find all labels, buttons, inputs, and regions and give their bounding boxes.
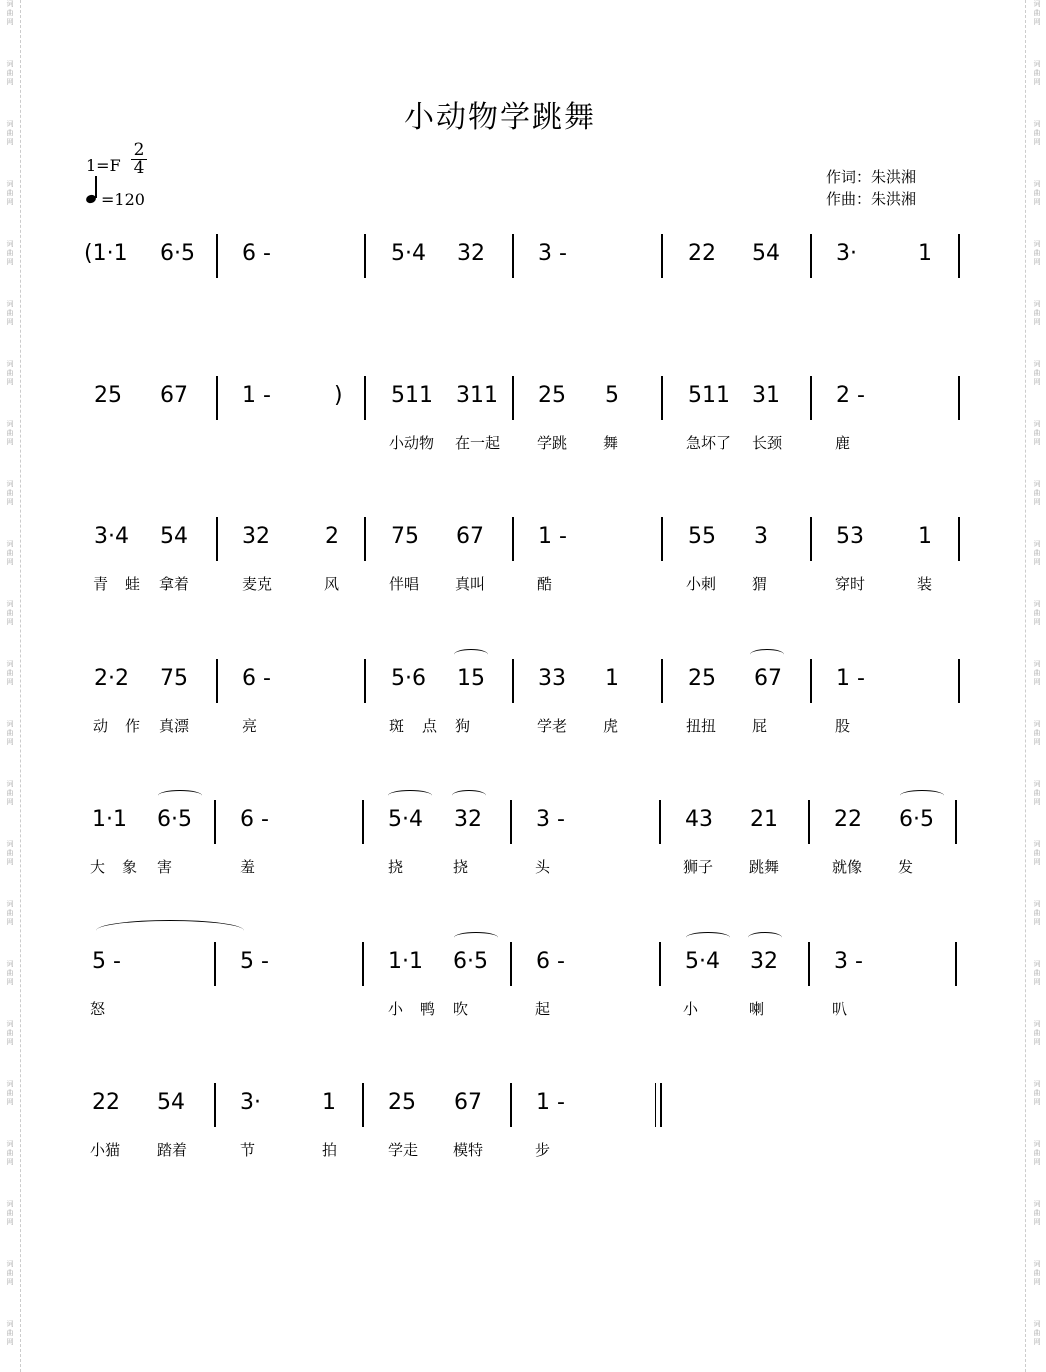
lyric: 害 xyxy=(157,858,173,876)
lyric: 装 xyxy=(917,575,933,593)
lyric: 小 xyxy=(683,1000,699,1018)
lyric: 挠 xyxy=(453,858,469,876)
time-signature xyxy=(131,142,147,177)
slur xyxy=(748,932,782,943)
score-system-3 xyxy=(0,513,1046,603)
notation: 5·4 xyxy=(391,241,426,266)
notation: 6·5 xyxy=(453,949,488,974)
barline xyxy=(512,517,514,561)
watermark-text: 词 曲 网 xyxy=(1033,720,1041,746)
barline xyxy=(216,234,218,278)
lyric: 鹿 xyxy=(835,434,851,452)
notation: 21 xyxy=(750,807,778,832)
quarter-note-stem xyxy=(95,176,97,198)
watermark-text: 词 曲 网 xyxy=(6,1260,14,1286)
barline xyxy=(364,234,366,278)
watermark-text: 词 曲 网 xyxy=(1033,780,1041,806)
watermark-text: 词 曲 网 xyxy=(6,0,14,26)
barline xyxy=(214,1083,216,1127)
notation: 25 xyxy=(388,1090,416,1115)
barline xyxy=(661,234,663,278)
notation: 22 xyxy=(92,1090,120,1115)
lyric: 真叫 xyxy=(455,575,486,593)
barline xyxy=(958,517,960,561)
lyric: 大 xyxy=(90,858,106,876)
barline xyxy=(955,800,957,844)
notation: 25 xyxy=(94,383,122,408)
watermark-text: 词 曲 网 xyxy=(6,720,14,746)
notation: 54 xyxy=(752,241,780,266)
watermark-text: 词 曲 网 xyxy=(1033,1320,1041,1346)
score-system-7 xyxy=(0,1079,1046,1169)
watermark-text: 词 曲 网 xyxy=(6,480,14,506)
watermark-text: 词 曲 网 xyxy=(1033,960,1041,986)
watermark-text: 词 曲 网 xyxy=(1033,540,1041,566)
lyric: 亮 xyxy=(242,717,258,735)
notation: 67 xyxy=(754,666,782,691)
lyric: 屁 xyxy=(752,717,768,735)
slur xyxy=(750,649,784,660)
watermark-text: 词 曲 网 xyxy=(1033,420,1041,446)
slur xyxy=(158,790,202,801)
barline xyxy=(512,376,514,420)
barline xyxy=(510,942,512,986)
notation: 5·4 xyxy=(388,807,423,832)
lyric: 节 xyxy=(240,1141,256,1159)
lyric: 作 xyxy=(125,717,141,735)
lyricist-credit: 作词：朱洪湘 xyxy=(826,168,917,186)
credits xyxy=(826,166,916,210)
watermark-text: 词 曲 网 xyxy=(6,1080,14,1106)
score-system-2 xyxy=(0,372,1046,462)
watermark-text: 词 曲 网 xyxy=(1033,300,1041,326)
lyric: 真漂 xyxy=(159,717,190,735)
notation: 2 xyxy=(325,524,339,549)
notation: 1 xyxy=(918,524,932,549)
watermark-text: 词 曲 网 xyxy=(1033,60,1041,86)
notation: 54 xyxy=(157,1090,185,1115)
lyric: 喇 xyxy=(749,1000,765,1018)
notation: 43 xyxy=(685,807,713,832)
watermark-text: 词 曲 网 xyxy=(6,840,14,866)
notation: 1 xyxy=(322,1090,336,1115)
lyric: 步 xyxy=(535,1141,551,1159)
notation: 1·1 xyxy=(92,807,127,832)
barline xyxy=(958,234,960,278)
watermark-text: 词 曲 网 xyxy=(6,900,14,926)
barline xyxy=(512,659,514,703)
watermark-text: 词 曲 网 xyxy=(6,120,14,146)
watermark-text: 词 曲 网 xyxy=(6,1140,14,1166)
notation: 1 xyxy=(605,666,619,691)
score-system-4 xyxy=(0,655,1046,745)
lyric: 动 xyxy=(93,717,109,735)
lyric: 股 xyxy=(835,717,851,735)
lyric: 小 xyxy=(388,1000,404,1018)
lyric: 跳舞 xyxy=(749,858,780,876)
slur xyxy=(454,649,488,660)
lyric: 狮子 xyxy=(683,858,714,876)
notation: 32 xyxy=(457,241,485,266)
barline xyxy=(364,659,366,703)
notation: 54 xyxy=(160,524,188,549)
lyric: 怒 xyxy=(90,1000,106,1018)
notation: 32 xyxy=(750,949,778,974)
barline xyxy=(958,659,960,703)
notation: 6 - xyxy=(242,241,271,266)
lyric: 小猫 xyxy=(90,1141,121,1159)
watermark-text: 词 曲 网 xyxy=(1033,120,1041,146)
notation: 32 xyxy=(454,807,482,832)
lyric: 学跳 xyxy=(537,434,568,452)
watermark-text: 词 曲 网 xyxy=(6,780,14,806)
lyric: 虎 xyxy=(603,717,619,735)
lyric: 斑 xyxy=(389,717,405,735)
barline xyxy=(958,376,960,420)
tempo-marking xyxy=(101,190,145,209)
notation: 3 xyxy=(754,524,768,549)
lyric: 长颈 xyxy=(752,434,783,452)
notation: 75 xyxy=(391,524,419,549)
notation: 1 - xyxy=(536,1090,565,1115)
barline xyxy=(510,1083,512,1127)
watermark-text: 词 曲 网 xyxy=(6,960,14,986)
notation: 2 - xyxy=(836,383,865,408)
watermark-text: 词 曲 网 xyxy=(6,540,14,566)
key-signature: 1=F xyxy=(86,156,121,175)
lyric: 狗 xyxy=(455,717,471,735)
time-signature-bottom: 4 xyxy=(133,158,145,178)
notation: 3· xyxy=(836,241,857,266)
lyric: 穿时 xyxy=(835,575,866,593)
barline xyxy=(659,942,661,986)
lyric: 挠 xyxy=(388,858,404,876)
lyric: 模特 xyxy=(453,1141,484,1159)
notation: 31 xyxy=(752,383,780,408)
notation: 5 xyxy=(605,383,619,408)
barline xyxy=(214,942,216,986)
notation: 75 xyxy=(160,666,188,691)
notation: (1·1 xyxy=(84,241,128,266)
final-barline-thick xyxy=(660,1083,662,1127)
final-barline xyxy=(655,1083,656,1127)
notation: 67 xyxy=(160,383,188,408)
notation: 6·5 xyxy=(160,241,195,266)
lyric: 学走 xyxy=(388,1141,419,1159)
notation: 67 xyxy=(456,524,484,549)
slur xyxy=(388,790,432,801)
watermark-text: 词 曲 网 xyxy=(6,420,14,446)
notation: ) xyxy=(334,383,343,408)
notation: 6·5 xyxy=(157,807,192,832)
score-system-6 xyxy=(0,938,1046,1028)
notation: 6 - xyxy=(536,949,565,974)
barline xyxy=(362,1083,364,1127)
notation: 511 xyxy=(688,383,730,408)
barline xyxy=(955,942,957,986)
watermark-text: 词 曲 网 xyxy=(1033,240,1041,266)
lyric: 羞 xyxy=(240,858,256,876)
lyric: 舞 xyxy=(603,434,619,452)
watermark-text: 词 曲 网 xyxy=(6,240,14,266)
score-system-1 xyxy=(0,230,1046,320)
lyric: 小刺 xyxy=(686,575,717,593)
notation: 1 xyxy=(918,241,932,266)
notation: 1 - xyxy=(242,383,271,408)
slur xyxy=(454,932,498,943)
barline xyxy=(510,800,512,844)
notation: 6·5 xyxy=(899,807,934,832)
lyric: 在一起 xyxy=(455,434,501,452)
barline xyxy=(810,234,812,278)
watermark-text: 词 曲 网 xyxy=(1033,660,1041,686)
notation: 5 - xyxy=(240,949,269,974)
notation: 25 xyxy=(688,666,716,691)
notation: 53 xyxy=(836,524,864,549)
watermark-text: 词 曲 网 xyxy=(1033,1140,1041,1166)
lyric: 麦克 xyxy=(242,575,273,593)
barline xyxy=(216,659,218,703)
barline xyxy=(661,376,663,420)
lyric: 起 xyxy=(535,1000,551,1018)
barline xyxy=(661,659,663,703)
watermark-text: 词 曲 网 xyxy=(6,60,14,86)
notation: 5 - xyxy=(92,949,121,974)
notation: 3 - xyxy=(536,807,565,832)
lyric: 象 xyxy=(122,858,138,876)
barline xyxy=(512,234,514,278)
watermark-text: 词 曲 网 xyxy=(1033,900,1041,926)
notation: 3· xyxy=(240,1090,261,1115)
barline xyxy=(808,942,810,986)
lyric: 点 xyxy=(422,717,438,735)
lyric: 踏着 xyxy=(157,1141,188,1159)
watermark-text: 词 曲 网 xyxy=(1033,1020,1041,1046)
lyric: 鸭 xyxy=(420,1000,436,1018)
watermark-text: 词 曲 网 xyxy=(6,1320,14,1346)
barline xyxy=(661,517,663,561)
barline xyxy=(364,517,366,561)
lyric: 叭 xyxy=(832,1000,848,1018)
watermark-text: 词 曲 网 xyxy=(6,180,14,206)
time-signature-top: 2 xyxy=(131,142,147,160)
barline xyxy=(216,376,218,420)
notation: 22 xyxy=(688,241,716,266)
watermark-text: 词 曲 网 xyxy=(6,600,14,626)
lyric: 发 xyxy=(898,858,914,876)
barline xyxy=(810,376,812,420)
composer-credit: 作曲：朱洪湘 xyxy=(826,190,917,208)
notation: 2·2 xyxy=(94,666,129,691)
notation: 15 xyxy=(457,666,485,691)
notation: 5·4 xyxy=(685,949,720,974)
watermark-text: 词 曲 网 xyxy=(6,300,14,326)
tempo-value: =120 xyxy=(101,190,145,209)
lyric: 学老 xyxy=(537,717,568,735)
lyric: 吹 xyxy=(453,1000,469,1018)
watermark-text: 词 曲 网 xyxy=(6,360,14,386)
notation: 5·6 xyxy=(391,666,426,691)
lyric: 头 xyxy=(535,858,551,876)
watermark-text: 词 曲 网 xyxy=(1033,360,1041,386)
lyric: 青 xyxy=(93,575,109,593)
barline xyxy=(364,376,366,420)
watermark-text: 词 曲 网 xyxy=(1033,1080,1041,1106)
song-title: 小动物学跳舞 xyxy=(404,100,596,135)
watermark-text: 词 曲 网 xyxy=(1033,480,1041,506)
lyric: 酷 xyxy=(537,575,553,593)
watermark-text: 词 曲 网 xyxy=(1033,1260,1041,1286)
watermark-text: 词 曲 网 xyxy=(1033,0,1041,26)
lyric: 就像 xyxy=(832,858,863,876)
score-system-5 xyxy=(0,796,1046,886)
watermark-text: 词 曲 网 xyxy=(1033,180,1041,206)
notation: 1·1 xyxy=(388,949,423,974)
lyric: 拍 xyxy=(322,1141,338,1159)
barline xyxy=(362,942,364,986)
notation: 511 xyxy=(391,383,433,408)
watermark-text: 词 曲 网 xyxy=(6,660,14,686)
notation: 32 xyxy=(242,524,270,549)
lyric: 急坏了 xyxy=(686,434,732,452)
notation: 6 - xyxy=(240,807,269,832)
watermark-text: 词 曲 网 xyxy=(6,1020,14,1046)
tie xyxy=(96,920,244,941)
notation: 3·4 xyxy=(94,524,129,549)
watermark-text: 词 曲 网 xyxy=(1033,840,1041,866)
notation: 3 - xyxy=(834,949,863,974)
barline xyxy=(810,659,812,703)
lyric: 小动物 xyxy=(389,434,435,452)
barline xyxy=(214,800,216,844)
slur xyxy=(452,790,486,801)
slur xyxy=(686,932,730,943)
lyric: 风 xyxy=(324,575,340,593)
notation: 33 xyxy=(538,666,566,691)
notation: 1 - xyxy=(538,524,567,549)
barline xyxy=(808,800,810,844)
notation: 311 xyxy=(456,383,498,408)
lyric: 猬 xyxy=(752,575,768,593)
lyric: 蛙 xyxy=(125,575,141,593)
barline xyxy=(659,800,661,844)
lyric: 拿着 xyxy=(159,575,190,593)
notation: 22 xyxy=(834,807,862,832)
barline xyxy=(362,800,364,844)
notation: 25 xyxy=(538,383,566,408)
barline xyxy=(216,517,218,561)
notation: 67 xyxy=(454,1090,482,1115)
watermark-text: 词 曲 网 xyxy=(1033,600,1041,626)
notation: 1 - xyxy=(836,666,865,691)
lyric: 扭扭 xyxy=(686,717,717,735)
watermark-text: 词 曲 网 xyxy=(6,1200,14,1226)
barline xyxy=(810,517,812,561)
notation: 3 - xyxy=(538,241,567,266)
notation: 55 xyxy=(688,524,716,549)
watermark-text: 词 曲 网 xyxy=(1033,1200,1041,1226)
slur xyxy=(900,790,944,801)
lyric: 伴唱 xyxy=(389,575,420,593)
notation: 6 - xyxy=(242,666,271,691)
